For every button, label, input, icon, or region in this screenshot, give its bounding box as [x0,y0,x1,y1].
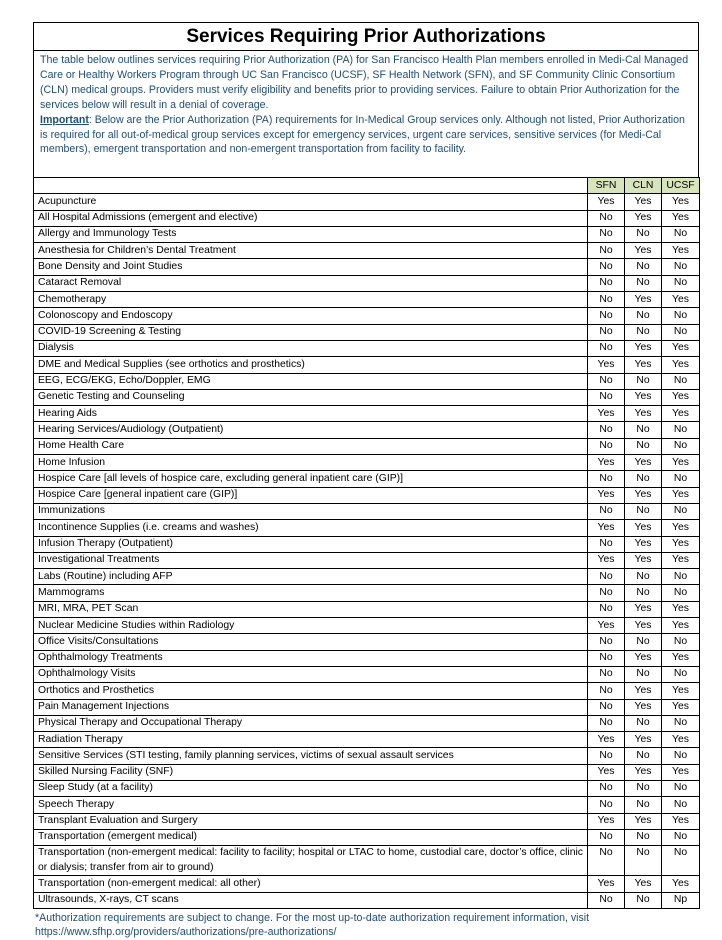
header-cln: CLN [625,178,662,194]
ucsf-cell: Yes [662,618,700,634]
table-row [34,487,700,503]
service-cell: Immunizations [34,503,588,519]
ucsf-cell: Yes [662,520,700,536]
sfn-cell: Yes [588,732,625,748]
ucsf-cell: Yes [662,813,700,829]
sfn-cell: No [588,503,625,519]
service-cell: Infusion Therapy (Outpatient) [34,536,588,552]
sfn-cell: Yes [588,455,625,471]
table-row [34,683,700,699]
service-cell: Cataract Removal [34,275,588,291]
table-row [34,892,700,908]
cln-cell: Yes [625,455,662,471]
sfn-cell: No [588,438,625,454]
sfn-cell: No [588,536,625,552]
service-cell: Transportation (emergent medical) [34,829,588,845]
cln-cell: No [625,569,662,585]
cln-cell: Yes [625,601,662,617]
ucsf-cell: Yes [662,699,700,715]
table-row [34,585,700,601]
cln-cell: No [625,892,662,908]
cln-cell: Yes [625,650,662,666]
ucsf-cell: No [662,373,700,389]
important-note [40,113,694,158]
ucsf-cell: No [662,634,700,650]
cln-cell: Yes [625,520,662,536]
sfn-cell: No [588,829,625,845]
sfn-cell: No [588,683,625,699]
ucsf-cell: Yes [662,210,700,226]
cln-cell: No [625,748,662,764]
important-text: : Below are the Prior Authorization (PA) requirements for In-Medical Group services only. Although not listed, Prior Authorization is required for all out-of-medical group services except for emergency services, urgent care services, sensitive services (for Medi-Cal members), emergent transportation and non-emergent transportation from facility to facility. [40,113,685,156]
sfn-cell: No [588,569,625,585]
sfn-cell: No [588,422,625,438]
table-row [34,829,700,845]
sfn-cell: No [588,715,625,731]
ucsf-cell: Yes [662,876,700,892]
ucsf-cell: No [662,797,700,813]
ucsf-cell: Yes [662,340,700,356]
cln-cell: No [625,666,662,682]
service-cell: Hospice Care [all levels of hospice care, excluding general inpatient care (GIP)] [34,471,588,487]
table-row [34,520,700,536]
table-row [34,650,700,666]
service-cell: Chemotherapy [34,292,588,308]
ucsf-cell: Np [662,892,700,908]
sfn-cell: Yes [588,194,625,210]
cln-cell: Yes [625,243,662,259]
service-cell: Physical Therapy and Occupational Therapy [34,715,588,731]
cln-cell: No [625,373,662,389]
ucsf-cell: Yes [662,552,700,568]
service-cell: DME and Medical Supplies (see orthotics and prosthetics) [34,357,588,373]
cln-cell: No [625,438,662,454]
ucsf-cell: No [662,324,700,340]
ucsf-cell: Yes [662,243,700,259]
cln-cell: No [625,226,662,242]
table-row [34,275,700,291]
ucsf-cell: No [662,585,700,601]
table-row [34,422,700,438]
table-row [34,357,700,373]
sfn-cell: No [588,340,625,356]
service-cell: Bone Density and Joint Studies [34,259,588,275]
service-cell: EEG, ECG/EKG, Echo/Doppler, EMG [34,373,588,389]
cln-cell: Yes [625,813,662,829]
sfn-cell: No [588,797,625,813]
header-blank [34,178,588,194]
sfn-cell: No [588,210,625,226]
service-cell: Acupuncture [34,194,588,210]
service-cell: Hospice Care [general inpatient care (GIP)] [34,487,588,503]
ucsf-cell: Yes [662,487,700,503]
ucsf-cell: No [662,780,700,796]
service-cell: Office Visits/Consultations [34,634,588,650]
ucsf-cell: No [662,569,700,585]
ucsf-cell: No [662,715,700,731]
service-cell: Radiation Therapy [34,732,588,748]
ucsf-cell: No [662,666,700,682]
sfn-cell: No [588,892,625,908]
footer-link[interactable]: https://www.sfhp.org/providers/authorizations/pre-authorizations/ [35,926,337,939]
cln-cell: No [625,471,662,487]
table-row [34,634,700,650]
service-cell: Ultrasounds, X-rays, CT scans [34,892,588,908]
sfn-cell: No [588,748,625,764]
sfn-cell: No [588,389,625,405]
table-row [34,259,700,275]
sfn-cell: No [588,292,625,308]
table-row [34,715,700,731]
sfn-cell: Yes [588,520,625,536]
cln-cell: No [625,275,662,291]
cln-cell: Yes [625,194,662,210]
table-row [34,699,700,715]
service-cell: Skilled Nursing Facility (SNF) [34,764,588,780]
cln-cell: Yes [625,340,662,356]
sfn-cell: Yes [588,552,625,568]
authorization-table [33,177,700,909]
ucsf-cell: Yes [662,389,700,405]
cln-cell: No [625,846,662,876]
ucsf-cell: No [662,471,700,487]
table-row [34,732,700,748]
cln-cell: No [625,422,662,438]
table-row [34,846,700,876]
ucsf-cell: Yes [662,601,700,617]
ucsf-cell: Yes [662,194,700,210]
service-cell: Genetic Testing and Counseling [34,389,588,405]
cln-cell: Yes [625,389,662,405]
ucsf-cell: Yes [662,650,700,666]
ucsf-cell: Yes [662,292,700,308]
sfn-cell: Yes [588,876,625,892]
service-cell: Incontinence Supplies (i.e. creams and washes) [34,520,588,536]
important-label: Important [40,113,89,126]
footer-disclaimer: *Authorization requirements are subject to change. For the most up-to-date authorization requirement information, visit [35,911,590,924]
sfn-cell: No [588,259,625,275]
sfn-cell: Yes [588,813,625,829]
cln-cell: Yes [625,732,662,748]
sfn-cell: No [588,243,625,259]
table-row [34,552,700,568]
service-cell: Allergy and Immunology Tests [34,226,588,242]
table-row [34,471,700,487]
service-cell: Colonoscopy and Endoscopy [34,308,588,324]
service-cell: Transportation (non-emergent medical: facility to facility; hospital or LTAC to home, custodial care, doctor’s office, clinic or dialysis; transfer from air to ground) [34,846,588,876]
service-cell: Hearing Aids [34,406,588,422]
ucsf-cell: No [662,829,700,845]
cln-cell: No [625,797,662,813]
sfn-cell: No [588,666,625,682]
cln-cell: No [625,324,662,340]
cln-cell: No [625,308,662,324]
table-row [34,813,700,829]
service-cell: Orthotics and Prosthetics [34,683,588,699]
service-cell: Ophthalmology Visits [34,666,588,682]
service-cell: Transportation (non-emergent medical: all other) [34,876,588,892]
sfn-cell: Yes [588,406,625,422]
sfn-cell: No [588,846,625,876]
sfn-cell: No [588,308,625,324]
service-cell: Sensitive Services (STI testing, family planning services, victims of sexual assault services [34,748,588,764]
sfn-cell: Yes [588,357,625,373]
cln-cell: Yes [625,357,662,373]
table-row [34,666,700,682]
table-row [34,226,700,242]
sfn-cell: No [588,699,625,715]
table-row [34,373,700,389]
sfn-cell: No [588,650,625,666]
service-cell: COVID-19 Screening & Testing [34,324,588,340]
table-row [34,876,700,892]
intro-box [33,50,699,177]
table-row [34,292,700,308]
sfn-cell: No [588,373,625,389]
footer-note [33,911,699,940]
table-row [34,406,700,422]
table-row [34,569,700,585]
sfn-cell: No [588,634,625,650]
table-row [34,389,700,405]
cln-cell: Yes [625,552,662,568]
table-row [34,243,700,259]
ucsf-cell: Yes [662,536,700,552]
cln-cell: No [625,715,662,731]
table-row [34,194,700,210]
document [33,22,699,940]
ucsf-cell: No [662,846,700,876]
ucsf-cell: Yes [662,732,700,748]
sfn-cell: No [588,226,625,242]
intro-paragraph: The table below outlines services requiring Prior Authorization (PA) for San Francisco Health Plan members enrolled in Medi-Cal Managed Care or Healthy Workers Program through UC San Francisco (UCSF), SF Health Network (SFN), and SF Community Clinic Consortium (CLN) medical groups. Providers must verify eligibility and benefits prior to providing services. Failure to obtain Prior Authorization for the services below will result in a denial of coverage. [40,54,689,111]
service-cell: Anesthesia for Children’s Dental Treatment [34,243,588,259]
cln-cell: Yes [625,487,662,503]
ucsf-cell: Yes [662,764,700,780]
cln-cell: Yes [625,536,662,552]
sfn-cell: No [588,601,625,617]
sfn-cell: No [588,471,625,487]
service-cell: Investigational Treatments [34,552,588,568]
table-row [34,748,700,764]
table-row [34,308,700,324]
sfn-cell: Yes [588,618,625,634]
cln-cell: Yes [625,764,662,780]
sfn-cell: No [588,585,625,601]
table-row [34,618,700,634]
service-cell: Home Infusion [34,455,588,471]
cln-cell: Yes [625,292,662,308]
service-cell: Sleep Study (at a facility) [34,780,588,796]
table-row [34,780,700,796]
service-cell: Dialysis [34,340,588,356]
cln-cell: No [625,634,662,650]
table-row [34,340,700,356]
table-header-row [34,178,700,194]
table-row [34,455,700,471]
cln-cell: No [625,503,662,519]
ucsf-cell: No [662,275,700,291]
cln-cell: No [625,585,662,601]
sfn-cell: No [588,275,625,291]
table-row [34,210,700,226]
cln-cell: Yes [625,406,662,422]
cln-cell: Yes [625,876,662,892]
cln-cell: Yes [625,210,662,226]
cln-cell: No [625,829,662,845]
ucsf-cell: No [662,226,700,242]
page-title: Services Requiring Prior Authorizations [33,22,699,50]
sfn-cell: No [588,324,625,340]
service-cell: Mammograms [34,585,588,601]
cln-cell: Yes [625,699,662,715]
ucsf-cell: No [662,438,700,454]
ucsf-cell: No [662,748,700,764]
service-cell: Home Health Care [34,438,588,454]
service-cell: MRI, MRA, PET Scan [34,601,588,617]
sfn-cell: Yes [588,764,625,780]
ucsf-cell: Yes [662,357,700,373]
ucsf-cell: Yes [662,406,700,422]
table-row [34,438,700,454]
service-cell: All Hospital Admissions (emergent and elective) [34,210,588,226]
service-cell: Hearing Services/Audiology (Outpatient) [34,422,588,438]
service-cell: Pain Management Injections [34,699,588,715]
header-ucsf: UCSF [662,178,700,194]
ucsf-cell: Yes [662,455,700,471]
service-cell: Labs (Routine) including AFP [34,569,588,585]
ucsf-cell: Yes [662,683,700,699]
sfn-cell: Yes [588,487,625,503]
table-row [34,324,700,340]
service-cell: Ophthalmology Treatments [34,650,588,666]
ucsf-cell: No [662,503,700,519]
table-row [34,536,700,552]
service-cell: Transplant Evaluation and Surgery [34,813,588,829]
cln-cell: No [625,259,662,275]
sfn-cell: No [588,780,625,796]
header-sfn: SFN [588,178,625,194]
table-row [34,601,700,617]
service-cell: Nuclear Medicine Studies within Radiology [34,618,588,634]
service-cell: Speech Therapy [34,797,588,813]
cln-cell: No [625,780,662,796]
cln-cell: Yes [625,683,662,699]
ucsf-cell: No [662,308,700,324]
table-row [34,503,700,519]
ucsf-cell: No [662,422,700,438]
ucsf-cell: No [662,259,700,275]
table-row [34,764,700,780]
cln-cell: Yes [625,618,662,634]
table-row [34,797,700,813]
